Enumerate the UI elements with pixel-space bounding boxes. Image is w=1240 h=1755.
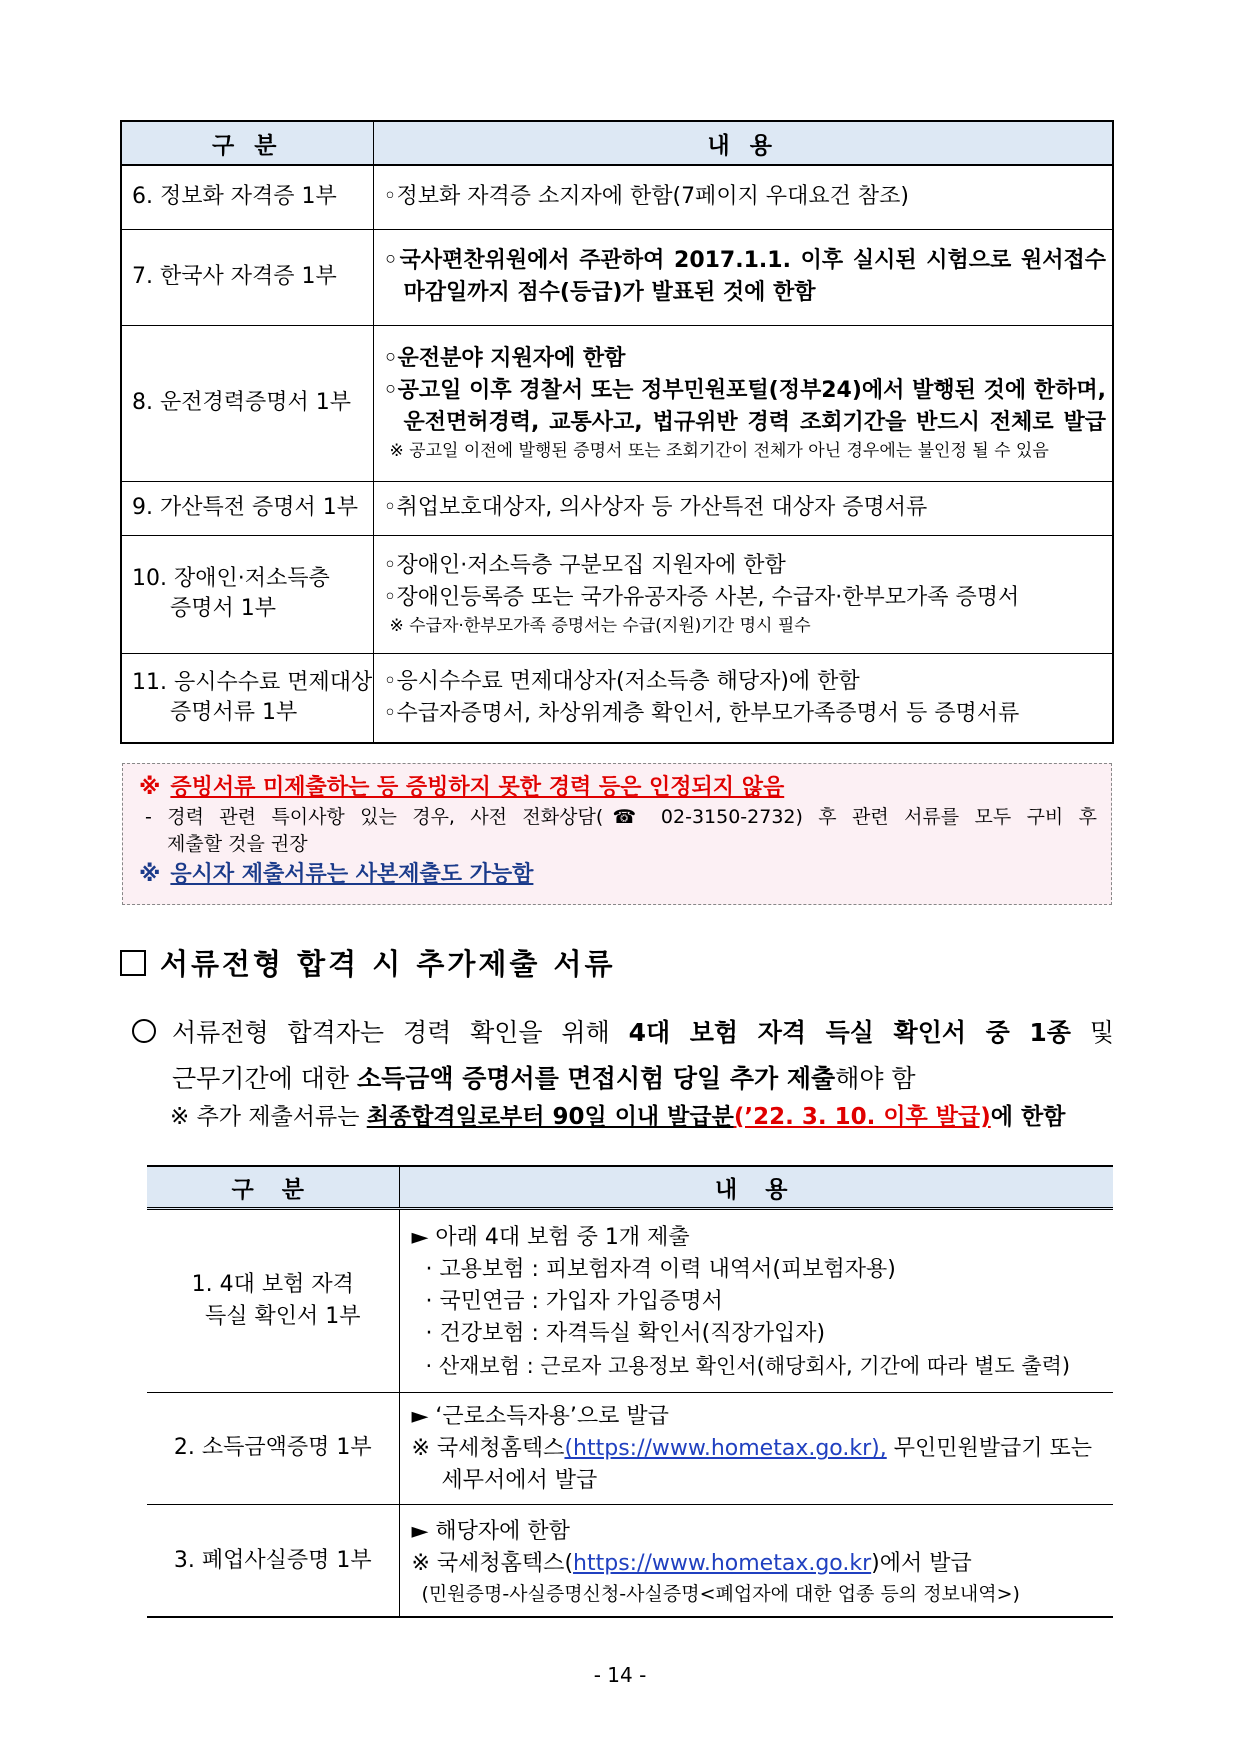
row-content [373, 535, 1113, 653]
table-row [121, 535, 1113, 653]
header-content: 내 용 [399, 1166, 1113, 1209]
note-text: ※ 추가 제출서류는 [170, 1104, 367, 1130]
notice-consult-line: - 경력 관련 특이사항 있는 경우, 사전 전화상담(☎ 02-3150-2732) 후 관련 서류를 모두 구비 후 [145, 806, 1097, 828]
content-line: 마감일까지 점수(등급)가 발표된 것에 한함 [403, 280, 816, 305]
hometax-link[interactable]: (https://www.hometax.go.kr), [564, 1436, 887, 1462]
content-line: ◦국사편찬위원에서 주관하여 2017.1.1. 이후 실시된 시험으로 원서접수 [383, 248, 1106, 273]
row-content [373, 229, 1113, 325]
table-header-row [121, 121, 1113, 165]
row-label-line: 득실 확인서 1부 [205, 1303, 361, 1329]
paragraph-bold-text: 소득금액 증명서를 면접시험 당일 추가 제출 [356, 1064, 836, 1093]
table-row [121, 325, 1113, 481]
notice-copy-line [139, 858, 1097, 892]
row-label-line: 10. 장애인·저소득층 [132, 566, 330, 591]
paragraph-line-1 [132, 1010, 1114, 1056]
content-line: ◦장애인등록증 또는 국가유공자증 사본, 수급자·한부모가족 증명서 [383, 585, 1020, 610]
row-label: 8. 운전경력증명서 1부 [121, 325, 373, 481]
notice-consult-line-cont: 제출할 것을 권장 [167, 833, 308, 855]
table-row [147, 1209, 1113, 1393]
row-content [399, 1505, 1113, 1617]
row-label-line: 증명서 1부 [170, 596, 276, 621]
content-text: )에서 발급 [871, 1550, 972, 1576]
content-line: ◦응시수수료 면제대상자(저소득층 해당자)에 한함 [383, 668, 860, 694]
section-paragraph [132, 1010, 1114, 1102]
row-content [399, 1392, 1113, 1504]
content-line: ◦수급자증명서, 차상위계층 확인서, 한부모가족증명서 등 증명서류 [383, 700, 1020, 726]
row-label-line: 11. 응시수수료 면제대상 [132, 669, 373, 695]
content-line: · 국민연금 : 가입자 가입증명서 [425, 1288, 723, 1314]
notice-copy-text: 응시자 제출서류는 사본제출도 가능함 [170, 862, 534, 887]
table-row [121, 165, 1113, 229]
reference-mark: ※ [139, 862, 161, 887]
reference-mark: ※ [139, 775, 161, 800]
section-note [170, 1100, 1065, 1134]
page-number: - 14 - [593, 1663, 647, 1687]
content-line: ► 해당자에 한함 [411, 1518, 570, 1544]
row-label [121, 535, 373, 653]
hometax-link[interactable]: https://www.hometax.go.kr [573, 1550, 872, 1576]
row-label: 9. 가산특전 증명서 1부 [121, 481, 373, 535]
section-title [120, 942, 616, 983]
content-line: ► 아래 4대 보험 중 1개 제출 [411, 1224, 690, 1250]
content-line [412, 1548, 1104, 1580]
content-line: ◦정보화 자격증 소지자에 한함(7페이지 우대요건 참조) [383, 184, 909, 210]
content-note: ※ 공고일 이전에 발행된 증명서 또는 조회기간이 전체가 아닌 경우에는 불인정 될 수 있음 [389, 441, 1049, 461]
content-text: 무인민원발급기 또는 [886, 1436, 1092, 1462]
row-label: 2. 소득금액증명 1부 [147, 1392, 399, 1504]
row-label-line: 증명서류 1부 [170, 699, 298, 725]
table-row [147, 1392, 1113, 1504]
content-line: ◦취업보호대상자, 의사상자 등 가산특전 대상자 증명서류 [383, 495, 928, 520]
additional-documents-table [147, 1165, 1113, 1618]
content-line: 운전면허경력, 교통사고, 법규위반 경력 조회기간을 반드시 전체로 발급 [403, 410, 1106, 435]
row-label [147, 1209, 399, 1393]
content-line: · 고용보험 : 피보험자격 이력 내역서(피보험자용) [425, 1256, 896, 1282]
content-note: ※ 수급자·한부모가족 증명서는 수급(지원)기간 명시 필수 [389, 616, 811, 636]
content-line: ► ‘근로소득자용’으로 발급 [411, 1404, 669, 1430]
checkbox-square-icon [120, 950, 146, 976]
row-label: 7. 한국사 자격증 1부 [121, 229, 373, 325]
paragraph-text: 서류전형 합격자는 경력 확인을 위해 [172, 1018, 629, 1047]
note-text: 에 한함 [990, 1104, 1066, 1130]
row-content [373, 653, 1113, 743]
content-line: ◦장애인·저소득층 구분모집 지원자에 한함 [383, 553, 786, 578]
table-row [121, 653, 1113, 743]
paragraph-text: 근무기간에 대한 [172, 1064, 357, 1093]
header-category: 구 분 [147, 1166, 399, 1209]
paragraph-text: 해야 함 [835, 1064, 916, 1093]
paragraph-line-2 [132, 1056, 1114, 1102]
note-underlined-text: 최종합격일로부터 90일 이내 발급분 [366, 1104, 734, 1130]
notice-warning-text: 증빙서류 미제출하는 등 증빙하지 못한 경력 등은 인정되지 않음 [170, 775, 785, 800]
row-label-line: 1. 4대 보험 자격 [191, 1271, 354, 1297]
paragraph-bold-text: 4대 보험 자격 득실 확인서 중 1종 [628, 1018, 1071, 1047]
row-content [373, 165, 1113, 229]
table-row [121, 229, 1113, 325]
content-line: ◦공고일 이후 경찰서 또는 정부민원포털(정부24)에서 발행된 것에 한하며, [383, 378, 1106, 403]
section-title-text: 서류전형 합격 시 추가제출 서류 [160, 947, 616, 981]
table-row [147, 1505, 1113, 1617]
header-content: 내 용 [373, 121, 1113, 165]
row-label: 3. 폐업사실증명 1부 [147, 1505, 399, 1617]
row-label: 6. 정보화 자격증 1부 [121, 165, 373, 229]
content-line: 세무서에서 발급 [441, 1468, 598, 1494]
note-red-date: (’22. 3. 10. 이후 발급) [733, 1104, 991, 1130]
content-line: · 산재보험 : 근로자 고용정보 확인서(해당회사, 기간에 따라 별도 출력) [425, 1353, 1071, 1378]
content-line: · 건강보험 : 자격득실 확인서(직장가입자) [425, 1320, 826, 1346]
content-line [412, 1433, 1104, 1465]
required-documents-table [120, 120, 1114, 744]
paragraph-text: 및 [1070, 1018, 1114, 1047]
circle-bullet-icon [132, 1019, 156, 1043]
row-content [373, 325, 1113, 481]
header-category: 구 분 [121, 121, 373, 165]
content-line: ◦운전분야 지원자에 한함 [383, 346, 626, 371]
row-content [399, 1209, 1113, 1393]
table-header-row [147, 1166, 1113, 1209]
content-line: (민원증명-사실증명신청-사실증명<폐업자에 대한 업종 등의 정보내역>) [421, 1582, 1020, 1605]
table-row [121, 481, 1113, 535]
content-text: ※ 국세청홈텍스( [411, 1550, 574, 1576]
notice-box [122, 763, 1112, 905]
row-label [121, 653, 373, 743]
content-text: ※ 국세청홈텍스 [411, 1436, 565, 1462]
row-content [373, 481, 1113, 535]
notice-warning-line [139, 772, 1097, 804]
